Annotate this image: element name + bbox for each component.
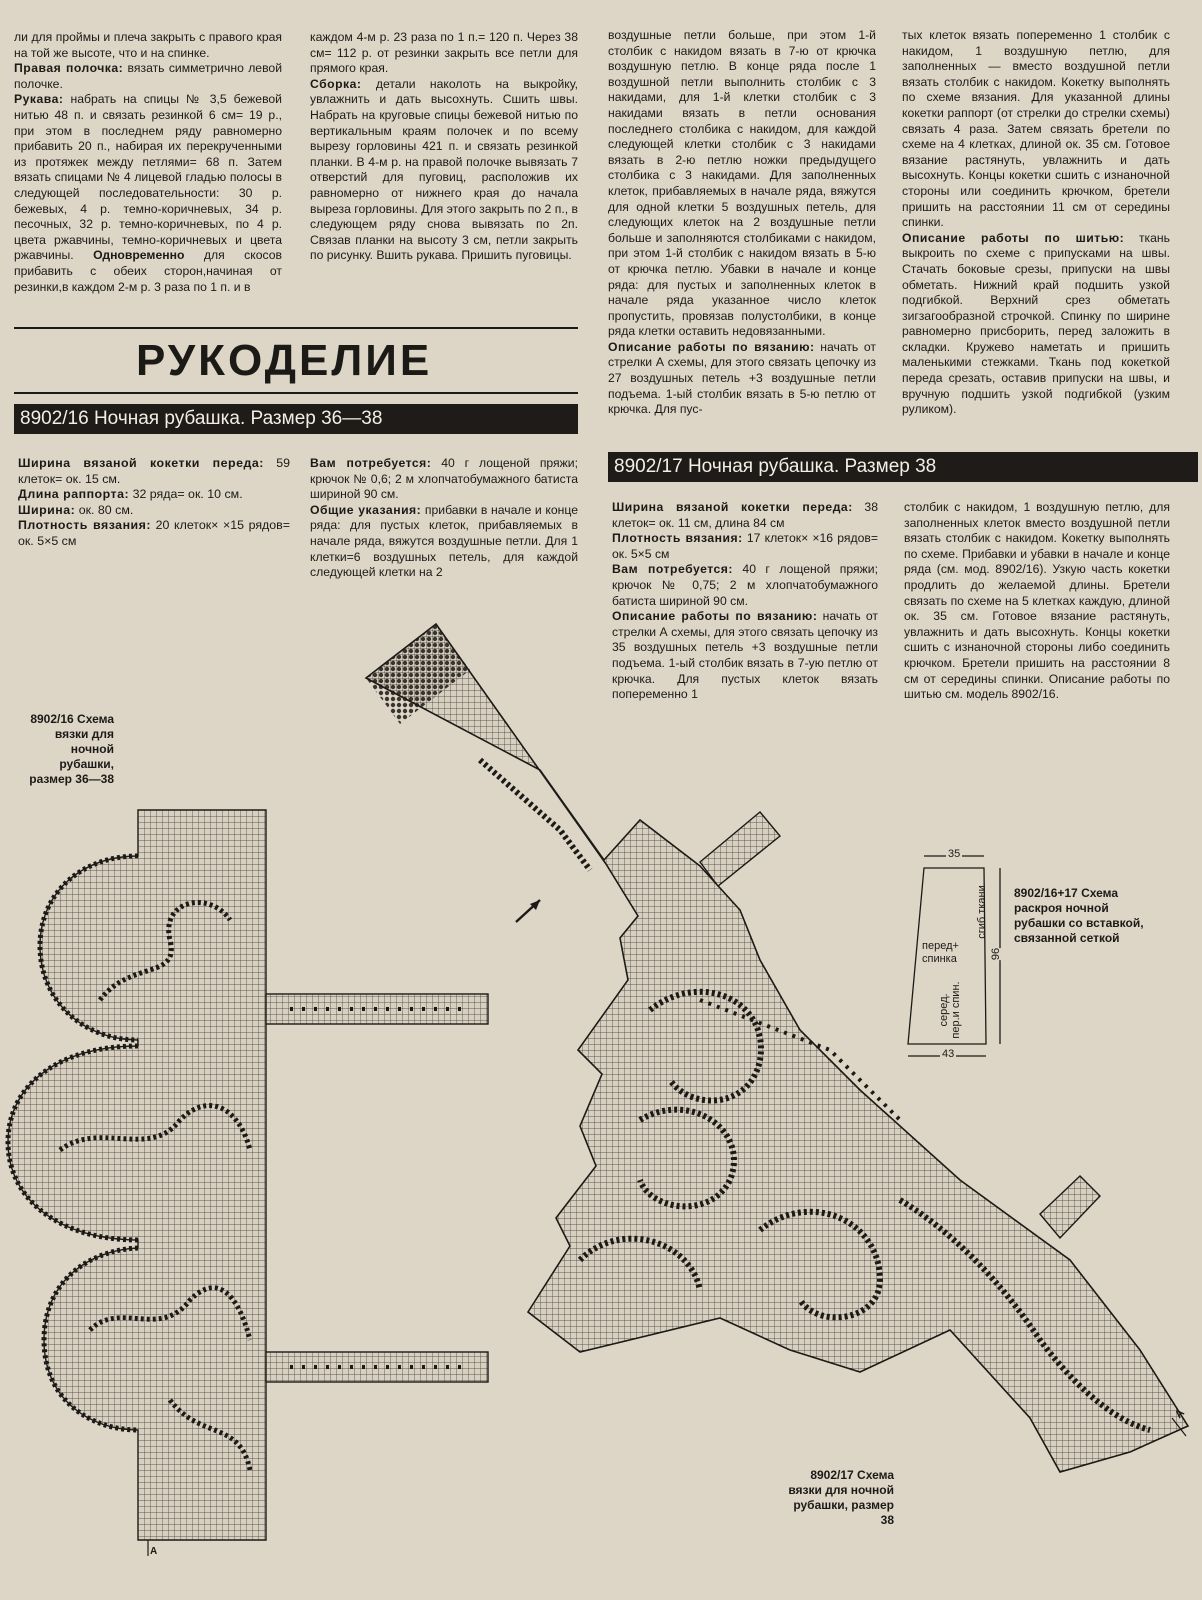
paragraph: столбик с накидом, 1 воздушную петлю, для заполненных клеток вместо воздушной петли вязать столбик с накидом. Кокетку выполнять по схеме. Прибавки и убавки в начале и конце ряда (см. мод. 8902/16). Узкую часть кокетки продлить до желаемой длины. Бретели связать по схеме на 5 клетках каждую, длиной ок. 35 см. Готовое вязание растянуть, увлажнить и дать высохнуть. Концы кокетки сшить с изнаночной стороны либо соединить крючком. Бретели пришить на расстоянии 8 см от середины спинки. Описание работы по шитью см. модель 8902/16. — [904, 500, 1170, 702]
spec: Ширина вязаной кокетки переда: 59 клеток= ок. 15 см. — [18, 456, 290, 486]
spec: Плотность вязания: 20 клеток× ×15 рядов= ок. 5×5 см — [18, 518, 290, 548]
paragraph: воздушные петли больше, при этом 1-й столбик с накидом вязать в 7-ю от крючка воздушную петлю. В конце ряда после 1 воздушной петли выполнить столбик с 3 накидами, для 1-й клетки столбик с 3 накидами вязать в петли основания последнего столбика с накидом, для каждой следующей клетки столбик с 3 накидами вязать в 2-ю петлю ножки предыдущего столбика с 3 накидами. Для заполненных клеток, прибавляемых в начале ряда, вяжутся для одной клетки 5 воздушных петель, для следующих клеток на 2 воздушные петли больше и заполняются столбиками с накидом, при этом 1-й столбик с накидом вязать в 5-ю от крючка петлю. Убавки в начале и конце ряда: для пустых и заполненных клеток в начале ряда указанное число клеток пропустить, провязав полустолбики, в конце ряда клетки оставить недовязанными. — [608, 28, 876, 339]
spec: Плотность вязания: 17 клеток× ×16 рядов= ок. 5×5 см — [612, 531, 878, 561]
chart-16-caption: 8902/16 Схема вязки для ночной рубашки, размер 36—38 — [29, 712, 114, 786]
section-heading: РУКОДЕЛИЕ — [136, 336, 433, 385]
cutting-scheme-caption: 8902/16+17 Схема раскроя ночной рубашки со вставкой, связанной сеткой — [1014, 886, 1144, 945]
spec: Вам потребуется: 40 г лощеной пряжи; крючок № 0,75; 2 м хлопчатобумажного батиста шириной 90 см. — [612, 562, 878, 608]
paragraph: Описание работы по шитью: ткань выкроить по схеме с припусками на швы. Стачать боковые срезы, припуски на швы обметать. Нижний край подшить узкой подгибкой. Верхний срез обметать зигзагообразной строчкой. Спинку по ширине равномерно присборить, перед заложить в складки. Кружево наметать и пришить маленькими стежками. Ткань под кокеткой переда срезать, оставив припуски на швы, и вручную подшить узкой подгибкой (узким руликом). — [902, 230, 1170, 417]
spec: Ширина вязаной кокетки переда: 38 клеток= ок. 11 см, длина 84 см — [612, 500, 878, 530]
cut-height-dimension: 96 — [990, 947, 1003, 961]
cut-top-dimension: 35 — [948, 848, 961, 860]
paragraph: Описание работы по вязанию: начать от стрелки А схемы, для этого связать цепочку из 27 воздушных петель +3 воздушные петли подъема. 1-ый столбик вязать в 5-ю петлю от крючка. Для пус- — [608, 339, 876, 417]
paragraph: Правая полочка: вязать симметрично левой полочке. — [14, 61, 283, 91]
chart-17-caption: 8902/17 Схема вязки для ночной рубашки, размер 38 — [788, 1468, 894, 1527]
model-16-title-band: 8902/16 Ночная рубашка. Размер 36—38 — [14, 404, 578, 434]
spec: Ширина: ок. 80 см. — [18, 502, 134, 517]
spec: Вам потребуется: 40 г лощеной пряжи; крючок № 0,6; 2 м хлопчатобумажного батиста шириной 90 см. — [310, 456, 579, 502]
spec: Описание работы по вязанию: начать от стрелки А схемы, для этого связать цепочку из 35 воздушных петель +3 воздушные петли подъема. 1-ый столбик вязать в 7-ую петлю от крючка. Для пустых клеток вязать попеременно 1 — [612, 609, 879, 702]
arrow-a-marker: A — [150, 1546, 158, 1557]
cut-piece-label: перед+ спинка — [922, 940, 959, 965]
model-17-title-band: 8902/17 Ночная рубашка. Размер 38 — [608, 452, 1198, 482]
arrow-a-marker: A — [1172, 1406, 1188, 1422]
chart-17-diagram — [366, 624, 1188, 1472]
cut-bottom-dimension: 43 — [942, 1048, 955, 1060]
paragraph: каждом 4-м р. 23 раза по 1 п.= 120 п. Через 38 см= 112 р. от резинки закрыть все петли для прямого края. — [310, 30, 578, 76]
paragraph: Сборка: детали наколоть на выкройку, увлажнить и дать высохнуть. Сшить швы. Набрать на круговые спицы бежевой нитью по вертикальным краям полочек и по всему вырезу горловины 421 п. и связать резинкой планки. В 4-м р. на правой полочке вывязать 7 отверстий для пуговиц, расположив их равномерно от нижнего края до начала выреза горловины. Для этого закрыть по 2 п., в следующем ряду снова вывязать по 2п. Связав планки на высоту 3 см, петли закрыть по рисунку. Вшить рукава. Пришить пуговицы. — [310, 76, 578, 263]
paragraph: тых клеток вязать попеременно 1 столбик с накидом, 1 воздушную петлю, для заполненных — вместо воздушной петли вязать столбик с накидом. Кокетку выполнять по схеме вязания. Для указанной длины кокетки раппорт (от стрелки до стрелки схемы) связать 4 раза. Затем связать бретели по схеме на 4 клетках, длиной ок. 35 см. Готовое вязание растянуть, увлажнить и дать высохнуть. Концы кокетки сшить с изнаночной стороны или соединить крючком, бретели пришить на расстоянии 11 см от середины спинки. — [902, 28, 1170, 230]
chart-16-diagram — [8, 810, 488, 1556]
cut-center-label: серед. пер.и спин. — [938, 981, 962, 1039]
paragraph: Рукава: набрать на спицы № 3,5 бежевой нитью 48 п. и связать резинкой 6 см= 19 р., при этом в последнем ряду равномерно прибавить 20 п., набирая их перекрученными из протяжек между петлями= 68 п. Затем вязать спицами № 4 лицевой гладью полосы в следующей последовательности: 30 р. бежевых, 4 р. темно-коричневых, 34 р. песочных, 32 р. темно-коричневых, по 4 р. цвета ржавчины, темно-коричневых и цвета ржавчины. Одновременно для скосов прибавить с обеих сторон,начиная от резинки,в каждом 2-м р. 3 раза по 1 п. и в — [14, 92, 282, 294]
spec: Общие указания: прибавки в начале и конце ряда: для пустых клеток, прибавляемых в начале ряда, вяжутся воздушные петли. Для 1 клетки=6 воздушных петель, для каждой следующей клетки на 2 — [310, 502, 578, 580]
paragraph: ли для проймы и плеча закрыть с правого края на той же высоте, что и на спинке. — [14, 30, 282, 60]
cut-fold-label: сгиб ткани — [976, 885, 988, 939]
spec: Длина раппорта: 32 ряда= ок. 10 см. — [18, 487, 243, 502]
